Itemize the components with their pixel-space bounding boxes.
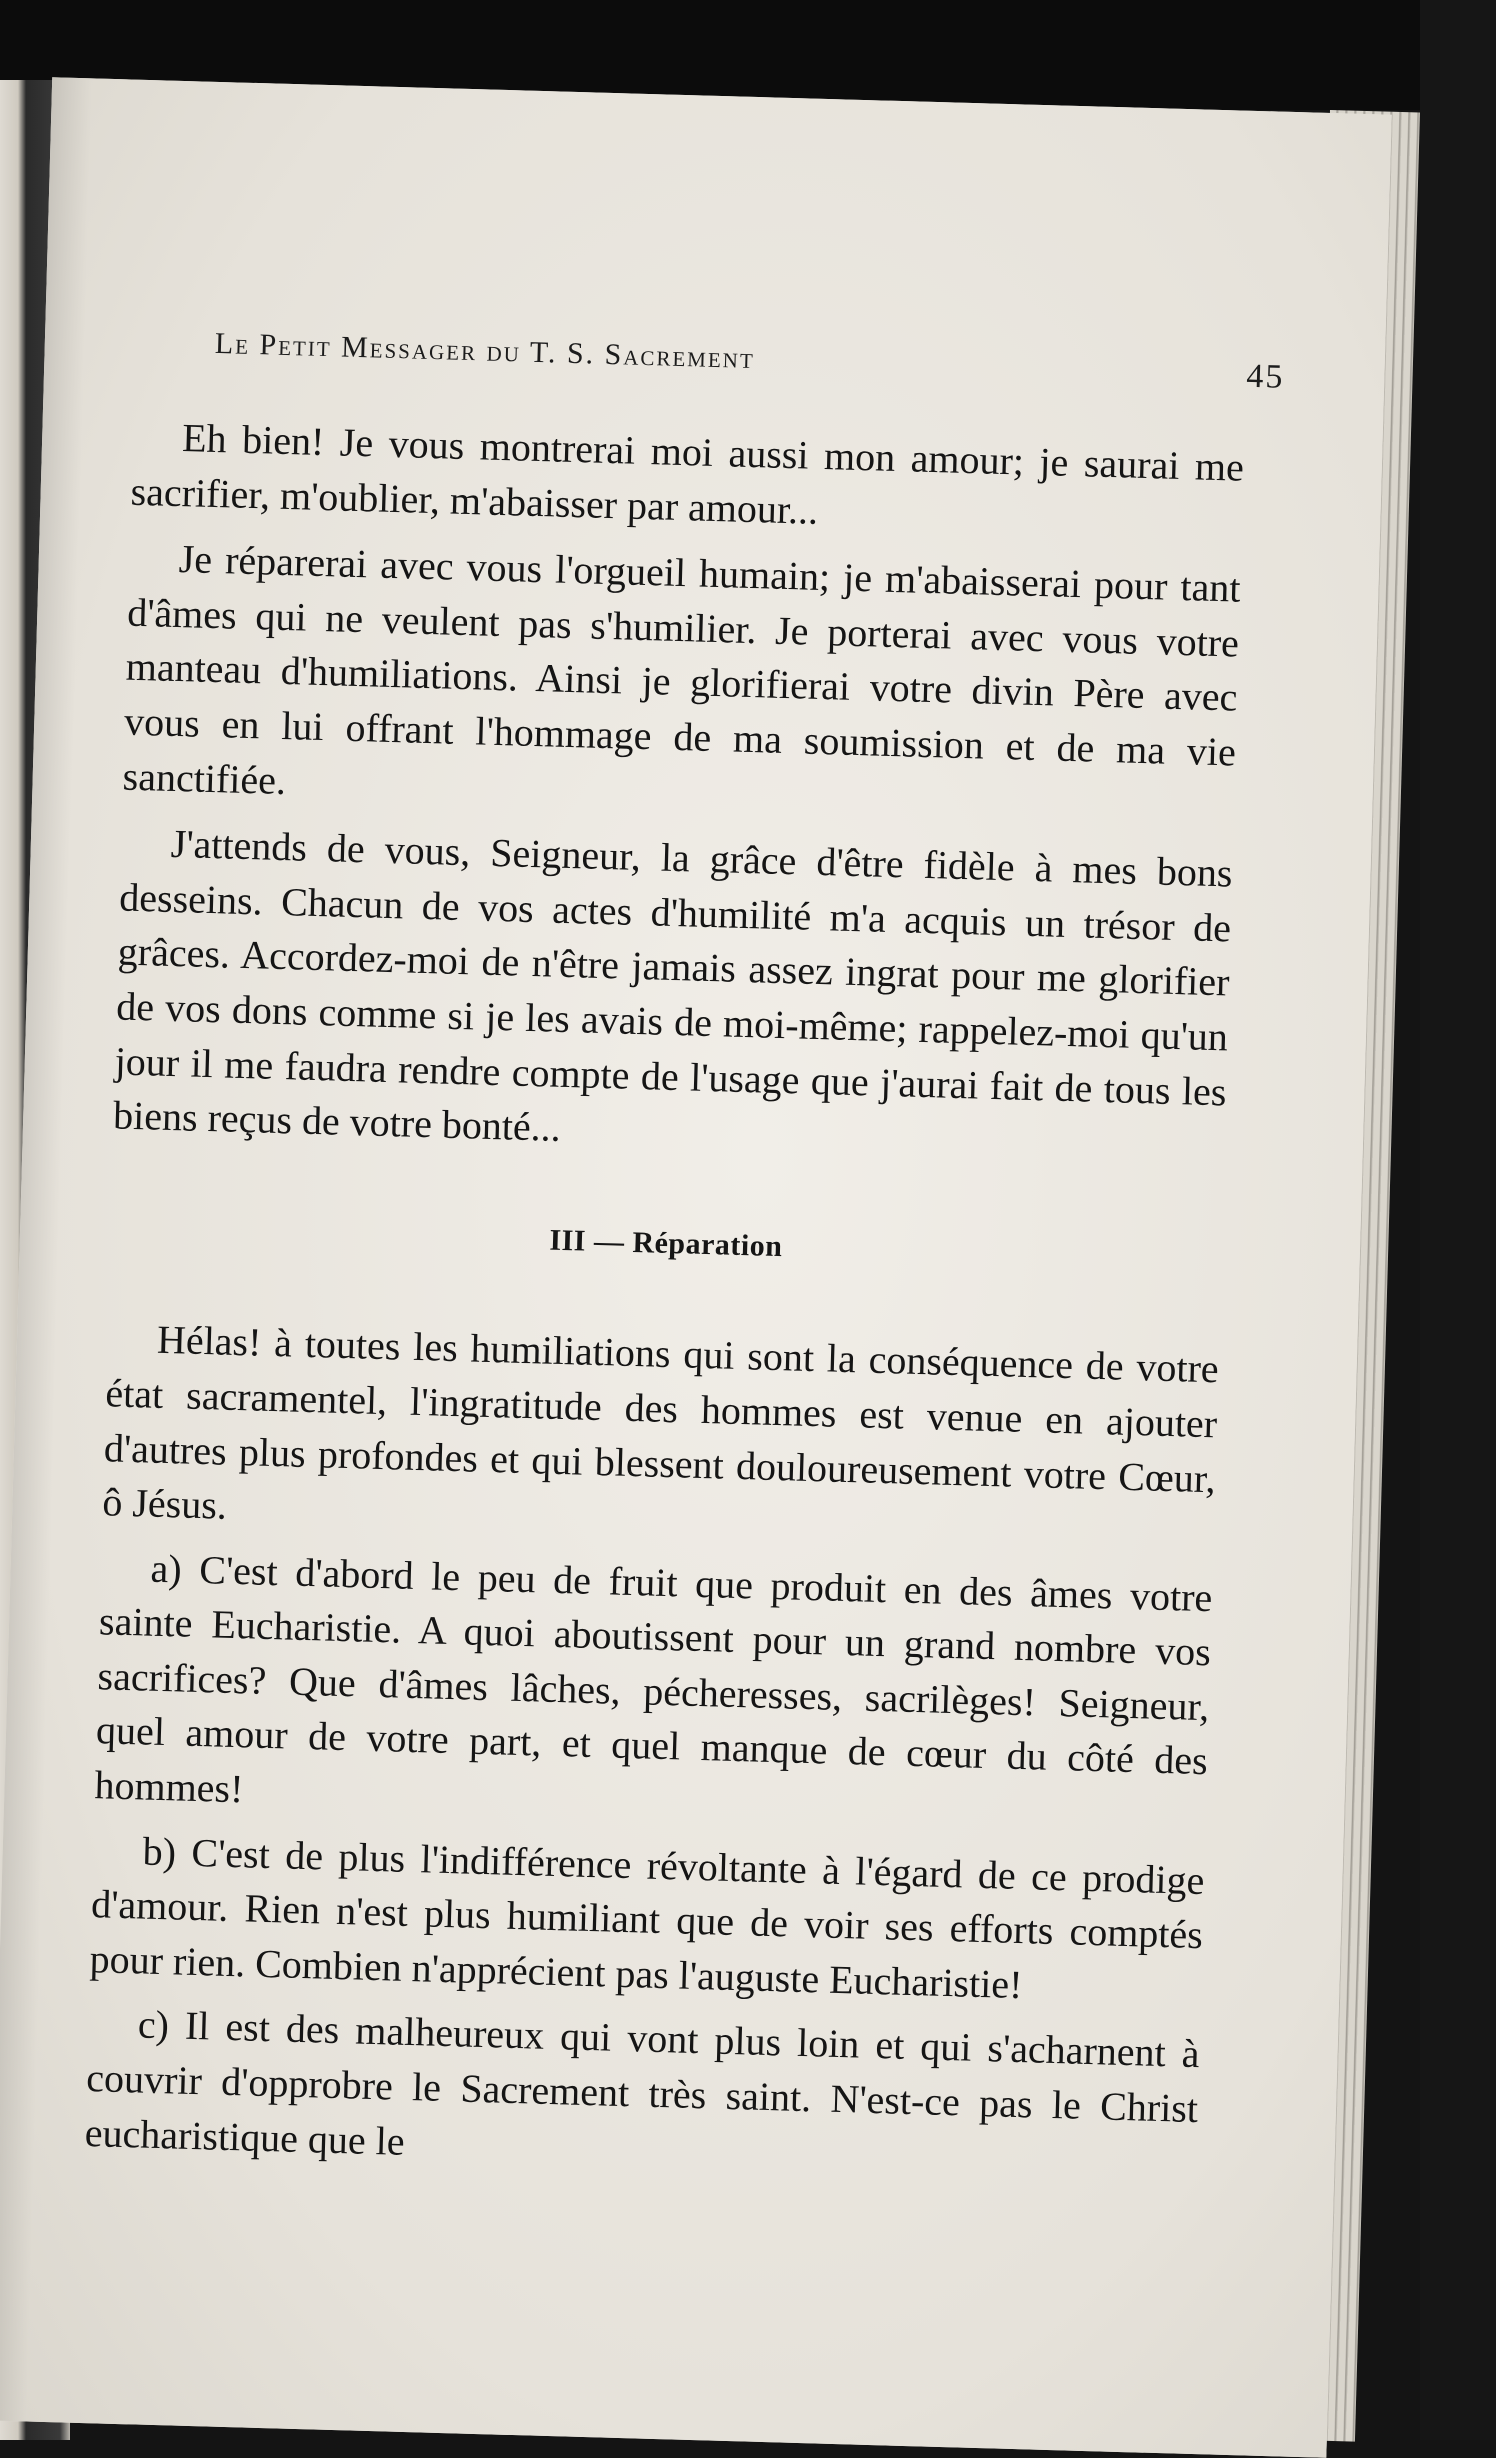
scan-background-right	[1420, 0, 1496, 2440]
running-header	[214, 327, 1285, 417]
book-page	[0, 77, 1392, 2458]
page-body	[84, 410, 1245, 2202]
page-number: 45	[1245, 357, 1285, 396]
running-title: Le Petit Messager du T. S. Sacrement	[214, 326, 756, 376]
paragraph: Hélas! à toutes les humiliations qui sont la conséquence de votre état sacramentel, l'ingratitude des hommes est venue en ajouter d'autres plus profondes et qui blessent douloureusement votre Cœur, ô Jésus.	[101, 1317, 1220, 1528]
paragraph: b) C'est de plus l'indifférence révoltante à l'égard de ce prodige d'amour. Rien n'est plus humiliant que de voir ses efforts comptés pour rien. Combien n'apprécient pas l'auguste Eucharistie!	[89, 1828, 1205, 2007]
section-heading: III — Réparation	[549, 1223, 783, 1263]
paragraph: Je réparerai avec vous l'orgueil humain; je m'abaisserai pour tant d'âmes qui ne veulent pas s'humilier. Je porterai avec vous votre manteau d'humiliations. Ainsi je glorifierai votre divin Père avec vous en lui offrant l'hommage de ma soumission et de ma vie sanctifiée.	[122, 536, 1242, 803]
paragraph: a) C'est d'abord le peu de fruit que produit en des âmes votre sainte Eucharistie. A quoi aboutissent pour un grand nombre vos sacrifices? Que d'âmes lâches, pécheresses, sacrilèges! Seigneur, quel amour de votre part, et quel manque de cœur du côté des hommes!	[93, 1545, 1213, 1812]
paragraph: Eh bien! Je vous montrerai moi aussi mon amour; je saurai me sacrifier, m'oublier, m'abaisser par amour...	[130, 415, 1245, 533]
paragraph: J'attends de vous, Seigneur, la grâce d'être fidèle à mes bons desseins. Chacun de vos actes d'humilité m'a acquis un trésor de grâces. Accordez-moi de n'être jamais assez ingrat pour me glorifier de vos dons comme si je les avais de moi-même; rappelez-moi qu'un jour il me faudra rendre compte de l'usage que j'aurai fait de tous les biens reçus de votre bonté...	[112, 821, 1234, 1151]
paragraph: c) Il est des malheureux qui vont plus loin et qui s'acharnent à couvrir d'opprobre le Sacrement très saint. N'est-ce pas le Christ eucharistique que le	[84, 2001, 1201, 2164]
